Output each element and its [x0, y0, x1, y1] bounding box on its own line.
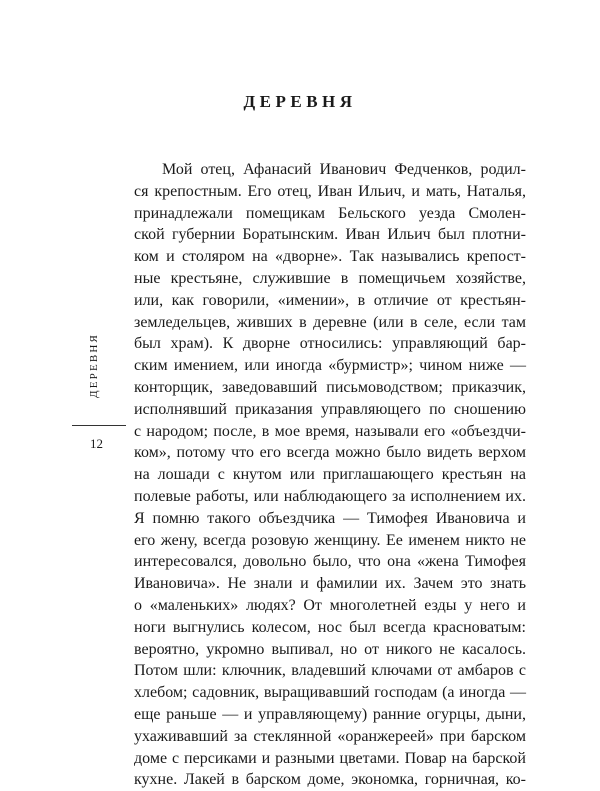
text-line: ся крепостным. Его отец, Иван Ильич, и мать, Наталья,: [134, 182, 526, 200]
text-line: еще раньше — и управляющему) ранние огурцы, дыни,: [134, 705, 526, 723]
text-line: о «маленьких» людях? От многолетней езды у него и: [134, 596, 526, 614]
text-line: кухне. Лакей в барском доме, экономка, горничная, ко-: [134, 771, 526, 789]
text-line: исполнявший приказания управляющего по сношению: [134, 400, 526, 418]
text-line: полевые работы, или наблюдающего за исполнением их.: [134, 487, 526, 505]
text-line: интересовался, довольно было, что она «жена Тимофея: [134, 553, 526, 571]
text-line: доме с персиками и разными цветами. Повар на барской: [134, 749, 526, 767]
text-line: с народом; после, в мое время, называли его «объездчи-: [134, 422, 526, 440]
margin-rule: [72, 425, 126, 426]
text-line: земледельцев, живших в деревне (или в селе, если там: [134, 313, 526, 331]
text-line: ской губернии Боратынским. Иван Ильич был плотни-: [134, 226, 526, 244]
page-number: 12: [90, 436, 103, 451]
body-text: [134, 159, 526, 791]
text-line: ком», потому что его всегда можно было видеть верхом: [134, 444, 526, 462]
text-line: или, как говорили, «имении», в отличие от крестьян-: [134, 291, 526, 309]
text-line: хлебом; садовник, выращивавший господам (а иногда —: [134, 684, 526, 702]
text-line: ухаживавший за стеклянной «оранжереей» при барском: [134, 727, 526, 745]
text-line: ским имением, или иногда «бурмистр»; чином ниже —: [134, 357, 526, 375]
text-line: конторщик, заведовавший письмоводством; приказчик,: [134, 378, 526, 396]
text-line: был храм). К дворне относились: управляющий бар-: [134, 335, 526, 353]
text-line: Ивановича». Не знали и фамилии их. Зачем это знать: [134, 575, 526, 593]
text-line: его жену, всегда розовую женщину. Ее именем никто не: [134, 531, 526, 549]
text-line: Я помню такого объездчика — Тимофея Ивановича и: [134, 509, 526, 527]
text-line: на лошади с кнутом или приглашающего крестьян на: [134, 466, 526, 484]
text-line: ком и столяром на «дворне». Так назывались крепост-: [134, 248, 526, 266]
text-line: принадлежали помещикам Бельского уезда Смолен-: [134, 204, 526, 222]
running-head: ДЕРЕВНЯ: [88, 332, 100, 398]
text-line: Потом шли: ключник, владевший ключами от амбаров с: [134, 662, 526, 680]
text-line: вероятно, укромно выпивал, но от никого не касалось.: [134, 640, 526, 658]
text-line: ные крестьяне, служившие в помещичьем хозяйстве,: [134, 269, 526, 287]
chapter-title: ДЕРЕВНЯ: [243, 92, 357, 111]
text-line: ноги выгнулись колесом, нос был всегда красноватым:: [134, 618, 526, 636]
text-line: Мой отец, Афанасий Иванович Федченков, родил-: [162, 161, 526, 178]
